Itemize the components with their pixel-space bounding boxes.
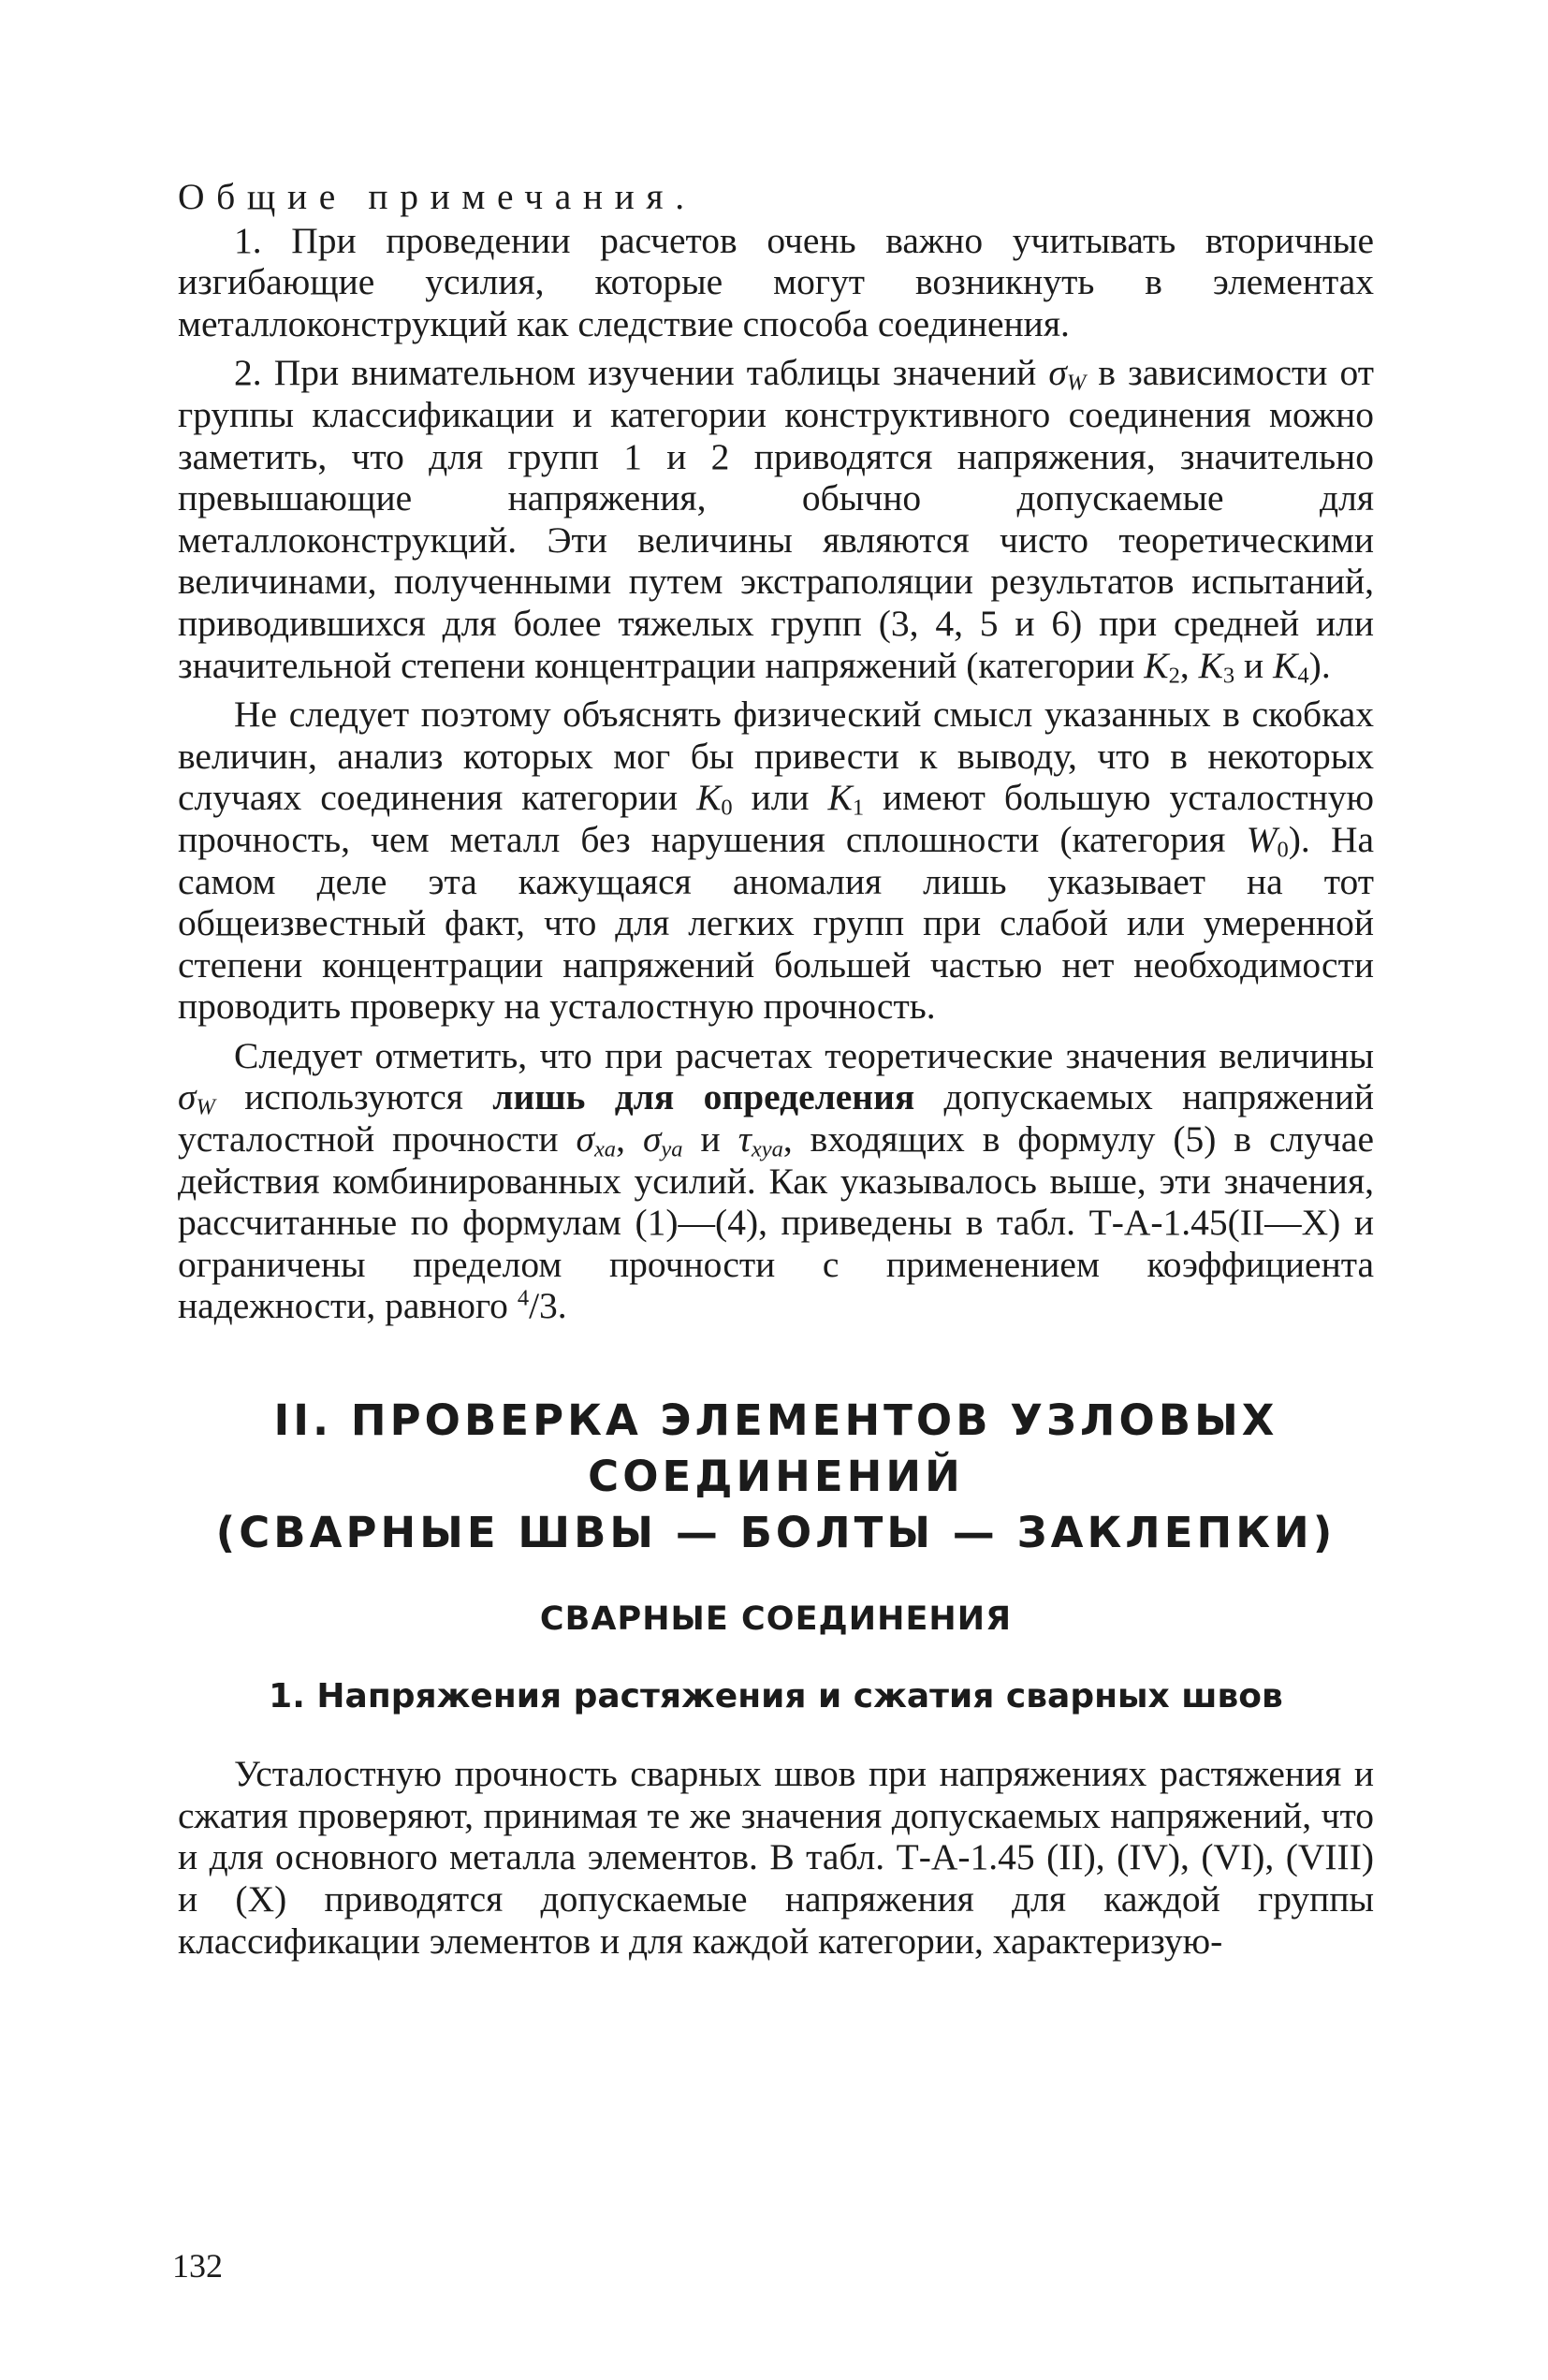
paragraph-theoretical-values: Следует отметить, что при расчетах теоретические значения величины $\sigma_W$ используются лишь для определения допускаемых напряжений усталостной прочности $\sigma_{xa}$, $\sigma_{ya}$ и $\tau_{xya}$, входящих в формулу (5) в случае действия комбинированных усилий. Как указывалось выше, эти значения, рассчитанные по формулам (1)—(4), приведены в табл. Т-А-1.45(II—X) и ограничены пределом прочности с применением коэффициента надежности, равного $^4$/3. [178, 1034, 1374, 1327]
page-body [178, 176, 1374, 1962]
notes-heading [178, 176, 1374, 218]
bold-phrase: лишь для определения [492, 1076, 915, 1118]
notes-heading-text: Общие примечания. [178, 176, 696, 217]
note-2: 2. При внимательном изучении таблицы значений $\sigma_W$ в зависимости от группы классификации и категории конструктивного соединения можно заметить, что для групп 1 и 2 приводятся напряжения, значительно превышающие напряжения, обычно допускаемые для металлоконструкций. Эти величины являются чисто теоретическими величинами, полученными путем экстраполяции результатов испытаний, приводившихся для более тяжелых групп (3, 4, 5 и 6) при средней или значительной степени концентрации напряжений (категории $K_2$, $K_3$ и $K_4$). [178, 352, 1374, 688]
section-heading [178, 1393, 1374, 1561]
subsection-heading: СВАРНЫЕ СОЕДИНЕНИЯ [539, 1600, 1013, 1639]
subsubsection-heading: 1. Напряжения растяжения и сжатия сварных швов [269, 1676, 1283, 1716]
paragraph-welded-seams: Усталостную прочность сварных швов при напряжениях растяжения и сжатия проверяют, принимая те же значения допускаемых напряжений, что и для основного металла элементов. В табл. Т-А-1.45 (II), (IV), (VI), (VIII) и (X) приводятся допускаемые напряжения для каждой группы классификации элементов и для каждой категории, характеризую- [178, 1753, 1374, 1962]
paragraph-anomaly: Не следует поэтому объяснять физический смысл указанных в скобках величин, анализ которых мог бы привести к выводу, что в некоторых случаях соединения категории $K_0$ или $K_1$ имеют большую усталостную прочность, чем металл без нарушения сплошности (категория $W_0$). На самом деле эта кажущаяся аномалия лишь указывает на тот общеизвестный факт, что для легких групп при слабой или умеренной степени концентрации напряжений большей частью нет необходимости проводить проверку на усталостную прочность. [178, 694, 1375, 1028]
note-1: 1. При проведении расчетов очень важно учитывать вторичные изгибающие усилия, которые могут возникнуть в элементах металлоконструкций как следствие способа соединения. [178, 219, 1374, 344]
page-number: 132 [172, 2247, 223, 2285]
section-heading-line-1: II. ПРОВЕРКА ЭЛЕМЕНТОВ УЗЛОВЫХ СОЕДИНЕНИЙ [273, 1395, 1278, 1502]
section-heading-line-2: (СВАРНЫЕ ШВЫ — БОЛТЫ — ЗАКЛЕПКИ) [215, 1508, 1336, 1558]
